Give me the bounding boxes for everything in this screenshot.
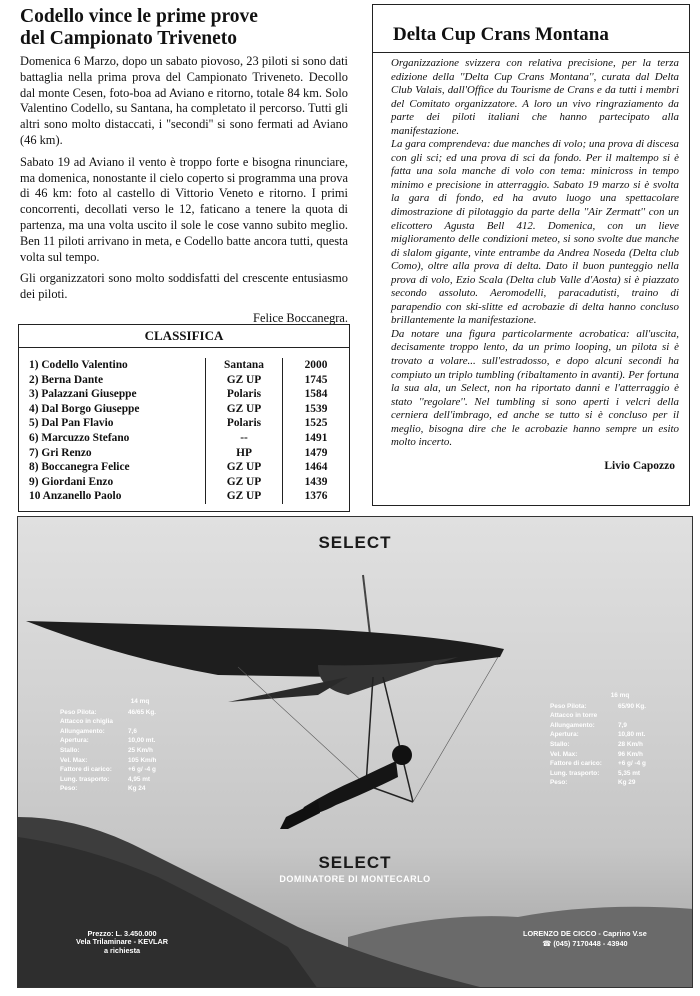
pilot-name: 6) Marcuzzo Stefano [29, 431, 130, 444]
right-paragraph: Da notare una figura particolarmente acrobatica: all'uscita, decisamente troppo lento, da un primo looping, un pilota si è trovato a volare... sull'estradosso, e dopo alcuni secondi ha compiuto un triplo tumbling (ribaltamento in avanti). Per fortuna la sua ala, un Select, non ha riportato danni e l'atterraggio è stato ''regolare''. Nel tumbling si sono aperti i velcri della cerniera dell'imbrago, ed anche se tutto si è concluso per il meglio, bisogna dire che le acrobazie hanno sempre un esito molto incerto. [391, 327, 679, 449]
right-article-title: Delta Cup Crans Montana [393, 24, 609, 45]
table-row [19, 402, 349, 417]
wing-model: -- [206, 431, 283, 446]
spec-value: 7,9 [618, 721, 627, 729]
right-article-box [372, 4, 690, 506]
price-line: Prezzo: L. 3.450.000 [87, 929, 157, 938]
right-paragraph: Organizzazione svizzera con relativa precisione, per la terza edizione della ''Delta Cup Crans Montana'', curata dal Delta Club Valais, dall'Office du Tourisme de Crans e da tutti i membri del Comitato organizzatore. A loro un vivo ringraziamento da parte dei piloti italiani che hanno partecipato alla manifestazione. [391, 57, 679, 137]
pilot-name: 10 Anzanello Paolo [29, 490, 122, 503]
wing-model: Polaris [206, 416, 283, 431]
table-row [19, 460, 349, 475]
spec-row [550, 778, 690, 788]
spec-key: Apertura: [550, 731, 579, 739]
pilot-name: 9) Giordani Enzo [29, 475, 114, 488]
points: 1584 [304, 388, 328, 401]
points: 1439 [304, 475, 328, 488]
left-article-body [12, 54, 348, 303]
ranking-table [19, 358, 349, 504]
pilot-name: 1) Codello Valentino [29, 359, 128, 371]
left-title-line1: Codello vince le prime prove [20, 6, 258, 27]
spec-row [550, 702, 690, 712]
classifica-table [18, 324, 350, 512]
spec-value: 46/65 Kg. [128, 708, 157, 716]
points: 1525 [304, 417, 328, 430]
brand-logo-middle: SELECT [318, 853, 392, 872]
spec-value: 28 Km/h [618, 740, 643, 748]
spec-key: Stallo: [550, 740, 570, 748]
spec-key: Fattore di carico: [550, 760, 602, 768]
spec-row [60, 756, 220, 766]
spec-key: Attacco in torre [550, 712, 598, 720]
right-paragraph: La gara comprendeva: due manches di volo; una prova di discesa con gli sci; ed una prova di sci da fondo. Per il maltempo si è fatta una sola manche di volo con tema: minicross in tempo minimo e precisione in atterraggio. Sabato 19 marzo si è svolta la gara di fondo, ed ha avuto luogo una spettacolare dimostrazione di pilotaggio da parte della ''Air Zermatt'' con un elicottero Agusta Bell 412. Domenica, con un lieve miglioramento delle condizioni meteo, si sono svolte due manche di slalom gigante, vinte entrambe da Andrea Noseda (Delta club Como), oltre alla prova di delta. Dato il buon punteggio nella prova di volo, Ezio Scala (Delta club Valle d'Aosta) si è piazzato secondo assoluto. Aeromodelli, paracadutisti, traino di parapendio con ski-slitte ed acrobazie di delta hanno concluso brillantemente la manifestazione. [391, 138, 679, 327]
wing-model: Polaris [206, 387, 283, 402]
spec-value: 5,35 mt [618, 769, 641, 777]
points: 1491 [304, 431, 328, 444]
points: 1376 [304, 490, 328, 503]
points: 2000 [304, 359, 328, 371]
flying-wire [413, 657, 498, 802]
spec-row [60, 717, 220, 727]
downtube-left [366, 677, 373, 785]
spec-value [618, 711, 690, 721]
left-paragraph: Sabato 19 ad Aviano il vento è troppo forte e bisogna rinunciare, ma domenica, nonostante il cielo coperto si programma una prova di 46 km: foto al castello di Vittorio Veneto e ritorno. I primi concorrenti, decollati verso le 12, faticano a tenere la quota di partenza, ma una volta uscito il sole le cose vanno subito meglio. Ben 11 piloti arrivano in meta, e Codello batte ancora tutti, questa volta sul tempo. [20, 154, 348, 264]
spec-row [550, 730, 690, 740]
spec-header: 16 mq [610, 692, 630, 699]
left-article-title [20, 6, 348, 50]
spec-value: Kg 24 [128, 785, 146, 793]
points: 1539 [304, 402, 328, 415]
spec-value: 65/90 Kg. [618, 702, 647, 710]
wing-sail [26, 621, 504, 677]
spec-key: Allungamento: [550, 721, 595, 729]
spec-key: Peso: [550, 779, 568, 787]
spec-value [128, 717, 220, 727]
price-block [76, 930, 168, 955]
dealer-phone: ☎ (045) 7170448 - 43940 [542, 939, 628, 948]
spec-value: 10,00 mt. [128, 737, 156, 745]
spec-value: +6 g/ -4 g [128, 766, 156, 774]
spec-key: Fattore di carico: [60, 766, 112, 774]
wing-model: GZ UP [206, 373, 283, 388]
points: 1464 [304, 461, 328, 474]
spec-row [60, 727, 220, 737]
spec-row [60, 736, 220, 746]
left-article [12, 6, 348, 326]
dealer-name: LORENZO DE CICCO - Caprino V.se [523, 929, 647, 938]
spec-row [550, 740, 690, 750]
left-paragraph: Gli organizzatori sono molto soddisfatti del crescente entusiasmo dei piloti. [20, 271, 348, 302]
spec-row [60, 775, 220, 785]
right-article-body [373, 57, 689, 450]
right-article-signature: Livio Capozzo [604, 459, 675, 472]
spec-key: Vel. Max: [550, 750, 578, 758]
spec-row [550, 759, 690, 769]
spec-value: 96 Km/h [618, 750, 643, 758]
brand-logo-top: SELECT [318, 533, 392, 552]
spec-key: Allungamento: [60, 727, 105, 735]
wing-model: HP [206, 446, 283, 461]
pilot-name: 2) Berna Dante [29, 373, 104, 386]
spec-key: Peso Pilota: [60, 708, 97, 716]
wing-model: GZ UP [206, 475, 283, 490]
select-advertisement [17, 516, 693, 988]
spec-row [60, 746, 220, 756]
pilot-name: 3) Palazzani Giuseppe [29, 388, 137, 401]
table-row [19, 489, 349, 504]
left-paragraph: Domenica 6 Marzo, dopo un sabato piovoso, 23 piloti si sono dati battaglia nella prima prova del Campionato Triveneto. Decollo dal monte Cesen, foto-boa ad Aviano e ritorno, totale 84 km. Solo Valentino Codello, su Santana, ha completato il percorso. Tutti gli altri sono molto distaccati, i ''secondi'' si sono fermati ad Aviano (46 km). [20, 54, 348, 147]
left-article-signature: Felice Boccanegra. [253, 310, 348, 325]
spec-value: 25 Km/h [128, 746, 153, 754]
pilot-legs [280, 801, 320, 829]
spec-block-16mq [550, 691, 690, 788]
spec-value: +6 g/ -4 g [618, 760, 646, 768]
spec-row [550, 769, 690, 779]
wing-model: Santana [206, 358, 283, 373]
table-row [19, 387, 349, 402]
spec-key: Apertura: [60, 737, 89, 745]
left-title-line2: del Campionato Triveneto [20, 28, 238, 49]
spec-key: Lung. trasporto: [60, 775, 110, 783]
spec-key: Lung. trasporto: [550, 769, 600, 777]
spec-row [60, 784, 220, 794]
spec-key: Peso: [60, 785, 78, 793]
table-row [19, 358, 349, 373]
spec-row [60, 765, 220, 775]
spec-row [60, 708, 220, 718]
wing-model: GZ UP [206, 489, 283, 504]
pilot-name: 8) Boccanegra Felice [29, 461, 130, 474]
wing-model: GZ UP [206, 402, 283, 417]
spec-row [550, 750, 690, 760]
wing-tail [228, 677, 348, 702]
spec-key: Attacco in chiglia [60, 718, 113, 726]
table-row [19, 475, 349, 490]
pilot-name: 4) Dal Borgo Giuseppe [29, 402, 140, 415]
spec-key: Stallo: [60, 746, 80, 754]
table-row [19, 416, 349, 431]
wing-model: GZ UP [206, 460, 283, 475]
table-row [19, 373, 349, 388]
spec-key: Vel. Max: [60, 756, 88, 764]
spec-value: Kg 29 [618, 779, 636, 787]
price-line: a richiesta [103, 945, 141, 955]
pilot-name: 5) Dal Pan Flavio [29, 417, 114, 430]
spec-key: Peso Pilota: [550, 702, 587, 710]
spec-row [550, 711, 690, 721]
classifica-title: CLASSIFICA [19, 325, 349, 348]
price-line: Vela Trilaminare - KEVLAR [76, 937, 169, 947]
downtube-right [383, 677, 413, 802]
spec-value: 7,6 [128, 727, 137, 735]
spec-value: 4,95 mt [128, 775, 151, 783]
spec-value: 10,80 mt. [618, 731, 646, 739]
pilot-name: 7) Gri Renzo [29, 446, 92, 459]
spec-value: 105 Km/h [128, 756, 157, 764]
points: 1745 [304, 373, 328, 386]
spec-row [550, 721, 690, 731]
spec-header: 14 mq [130, 698, 150, 705]
title-divider [373, 52, 689, 53]
table-row [19, 431, 349, 446]
points: 1479 [304, 446, 328, 459]
table-row [19, 446, 349, 461]
spec-block-14mq [60, 697, 220, 794]
dealer-block [523, 929, 647, 949]
king-post [363, 575, 370, 635]
ad-subtitle: DOMINATORE DI MONTECARLO [279, 874, 431, 884]
